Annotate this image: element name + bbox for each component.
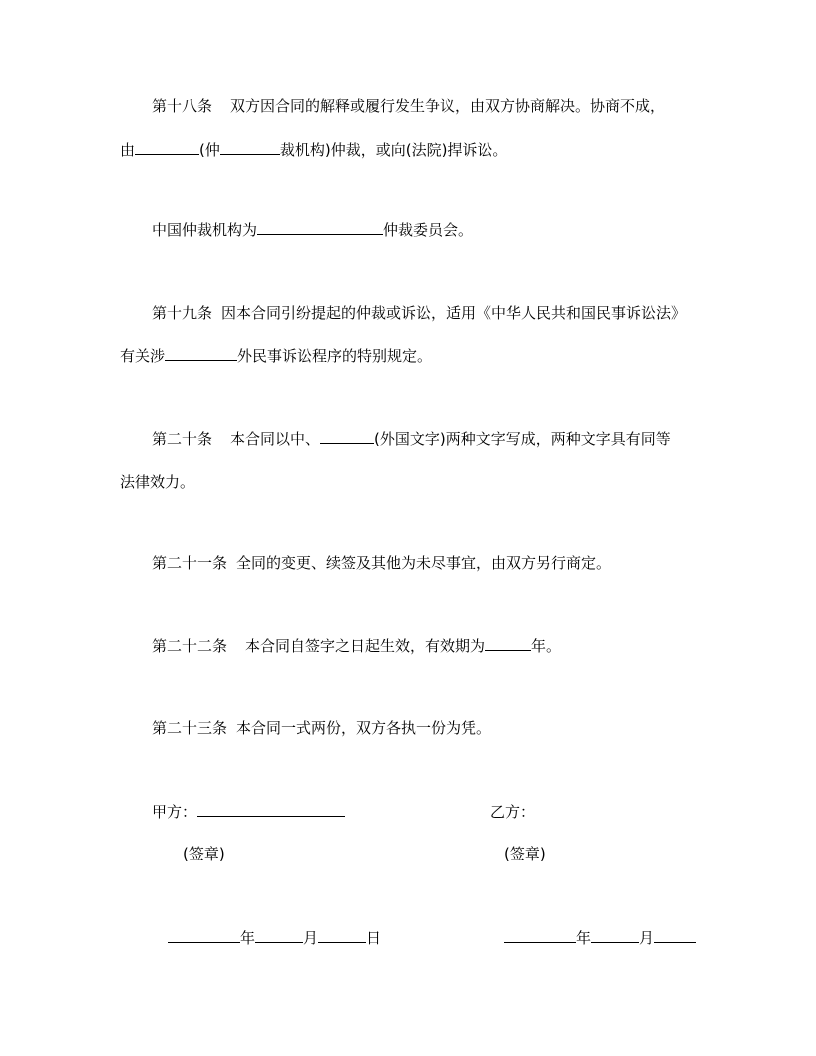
article-21-line: 第二十一条 全同的变更、续签及其他为未尽事宜，由双方另行商定。 [152, 554, 612, 572]
article-21-label: 第二十一条 [152, 554, 228, 572]
blank-field[interactable] [165, 346, 237, 361]
article-20-line-2: 法律效力。 [120, 473, 196, 491]
article-18-text: 双方因合同的解释或履行发生争议，由双方协商解决。协商不成， [230, 97, 666, 115]
party-a-line [152, 802, 345, 822]
article-19-label: 第十九条 [152, 304, 213, 322]
month-field[interactable] [591, 928, 639, 943]
party-a-label: 甲方： [152, 803, 198, 821]
blank-field[interactable] [485, 636, 531, 651]
year-field[interactable] [504, 928, 576, 943]
article-23-label: 第二十三条 [152, 719, 228, 737]
party-a-date: 年 月 日 [168, 928, 381, 948]
party-a-seal: (签章) [183, 845, 225, 863]
article-22-label: 第二十二条 [152, 637, 228, 655]
blank-field[interactable] [257, 220, 383, 235]
article-18-label: 第十八条 [152, 97, 213, 115]
article-20-label: 第二十条 [152, 430, 213, 448]
blank-field[interactable] [135, 140, 199, 155]
year-field[interactable] [168, 928, 240, 943]
article-19-line-2: 有关涉 外民事诉讼程序的特别规定。 [120, 347, 433, 365]
arbitration-line: 中国仲裁机构为 仲裁委员会。 [152, 221, 474, 239]
article-19-line-1: 第十九条 因本合同引纷提起的仲裁或诉讼，适用《中华人民共和国民事诉讼法》 [152, 304, 687, 322]
article-22-line: 第二十二条 本合同自签字之日起生效，有效期为 年。 [152, 637, 562, 655]
party-b-seal: (签章) [504, 845, 546, 863]
day-field[interactable] [654, 928, 696, 943]
party-b-label: 乙方： [490, 803, 536, 821]
article-18-line-2: 由 (仲 裁机构)仲裁，或向(法院)捍诉讼。 [120, 141, 508, 159]
article-23-line: 第二十三条 本合同一式两份，双方各执一份为凭。 [152, 719, 492, 737]
blank-field[interactable] [320, 429, 374, 444]
day-field[interactable] [318, 928, 366, 943]
party-b-line [490, 802, 535, 822]
article-20-line-1: 第二十条 本合同以中、 (外国文字)两种文字写成，两种文字具有同等 [152, 430, 671, 448]
article-18-line-1 [152, 96, 665, 116]
party-a-signature-field[interactable] [197, 802, 345, 817]
month-field[interactable] [255, 928, 303, 943]
blank-field[interactable] [220, 140, 280, 155]
party-b-date: 年 月 [504, 928, 696, 948]
